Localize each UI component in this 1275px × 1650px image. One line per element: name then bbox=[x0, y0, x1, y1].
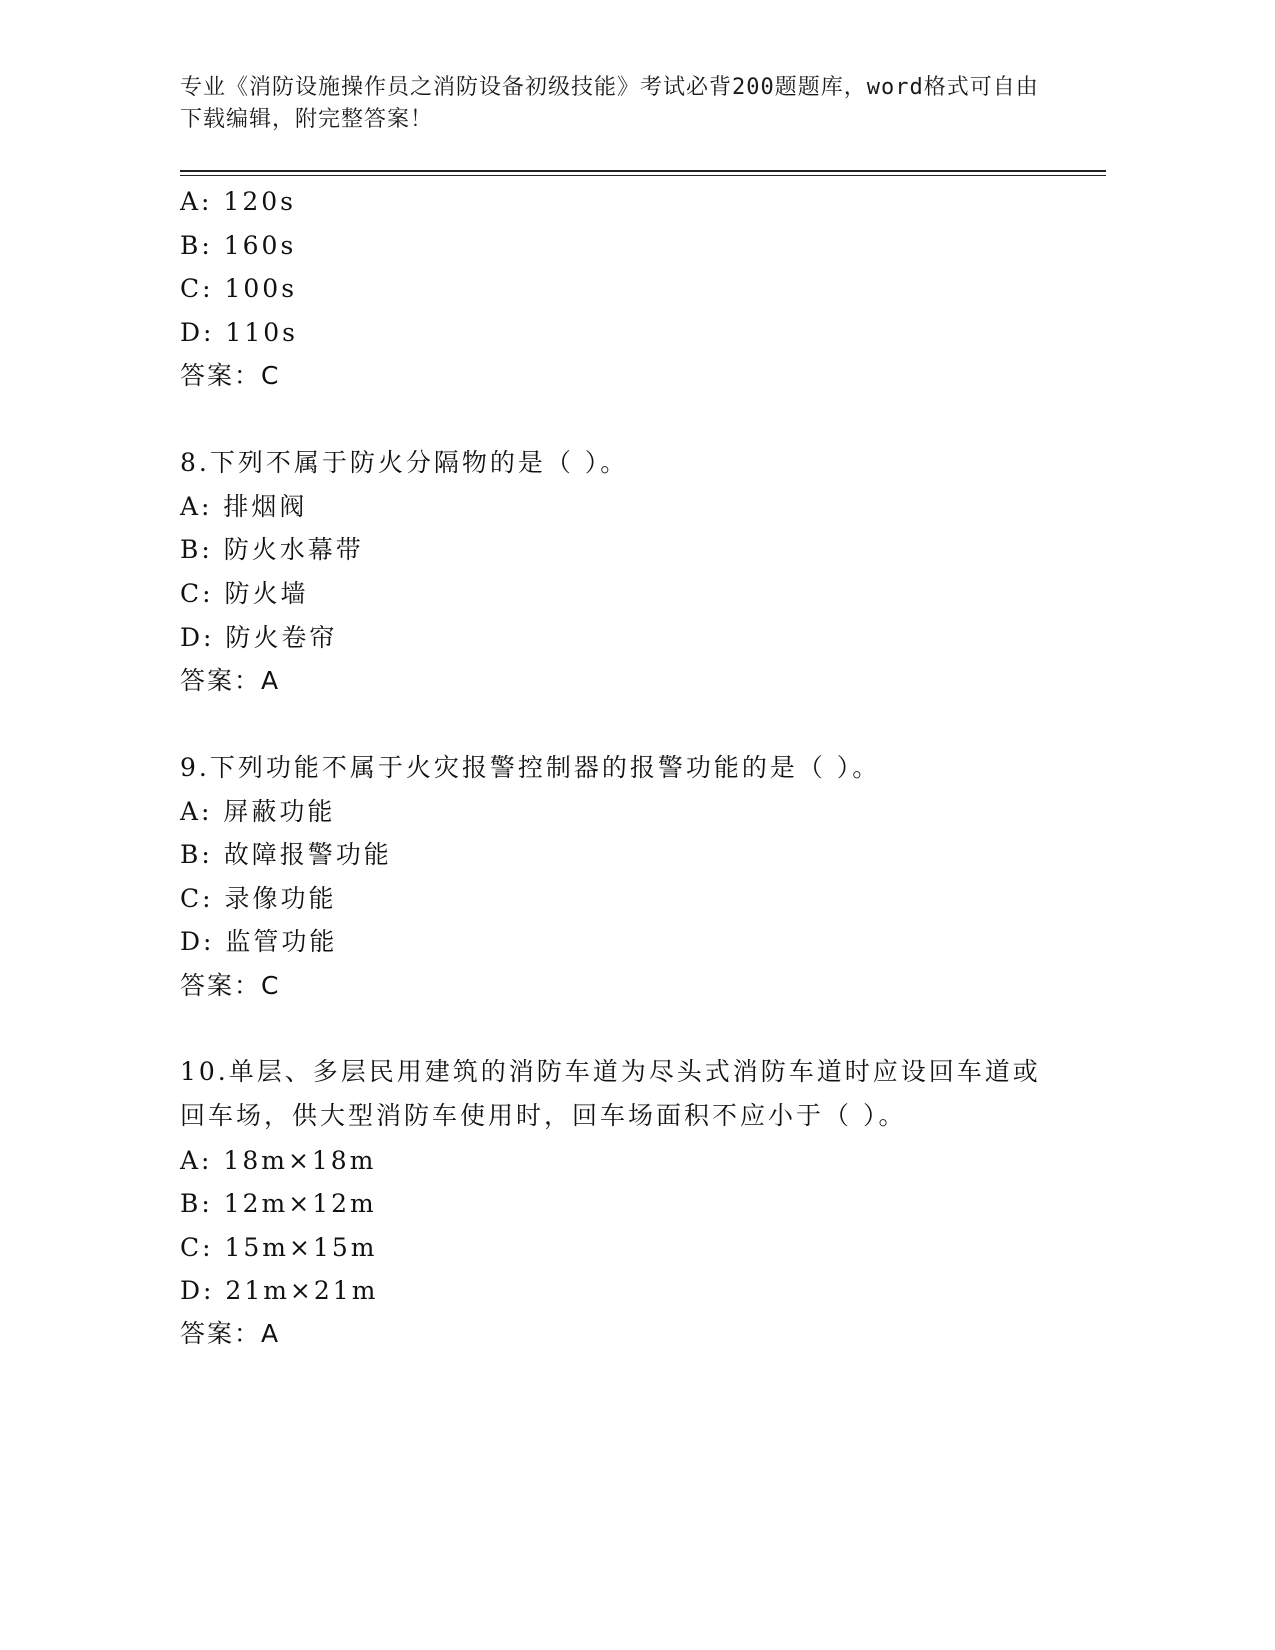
q10-option-b: B: 12m×12m bbox=[180, 1189, 377, 1218]
q9-option-b: B: 故障报警功能 bbox=[180, 840, 392, 869]
q10-option-a: A: 18m×18m bbox=[180, 1146, 377, 1175]
q9-option-d: D: 监管功能 bbox=[180, 927, 338, 956]
q8-question: 8.下列不属于防火分隔物的是（ ）。 bbox=[180, 448, 629, 477]
q9-option-a: A: 屏蔽功能 bbox=[180, 797, 336, 826]
q8-option-c: C: 防火墙 bbox=[180, 579, 309, 608]
q9-answer: 答案：C bbox=[180, 971, 281, 1000]
q10-option-c: C: 15m×15m bbox=[180, 1233, 378, 1262]
q7-answer: 答案：C bbox=[180, 361, 281, 390]
q9-question: 9.下列功能不属于火灾报警控制器的报警功能的是（ ）。 bbox=[180, 753, 881, 782]
q10-option-d: D: 21m×21m bbox=[180, 1276, 379, 1305]
q10-question: 10.单层、多层民用建筑的消防车道为尽头式消防车道时应设回车道或回车场，供大型消防车使用时，回车场面积不应小于（ ）。 bbox=[180, 1057, 1041, 1130]
q7-option-c: C: 100s bbox=[180, 274, 298, 303]
q10-answer: 答案：A bbox=[180, 1319, 281, 1348]
q7-option-b: B: 160s bbox=[180, 231, 297, 260]
q7-option-d: D: 110s bbox=[180, 318, 298, 347]
q8-option-d: D: 防火卷帘 bbox=[180, 623, 338, 652]
q8-option-b: B: 防火水幕带 bbox=[180, 535, 364, 564]
header-divider bbox=[180, 170, 1106, 172]
q8-option-a: A: 排烟阀 bbox=[180, 492, 308, 521]
q9-option-c: C: 录像功能 bbox=[180, 884, 337, 913]
document-header: 专业《消防设施操作员之消防设备初级技能》考试必背200题题库，word格式可自由下载编辑，附完整答案！ bbox=[180, 75, 1039, 132]
q8-answer: 答案：A bbox=[180, 666, 281, 695]
header-divider-thin bbox=[180, 175, 1106, 176]
q7-option-a: A: 120s bbox=[180, 187, 296, 216]
